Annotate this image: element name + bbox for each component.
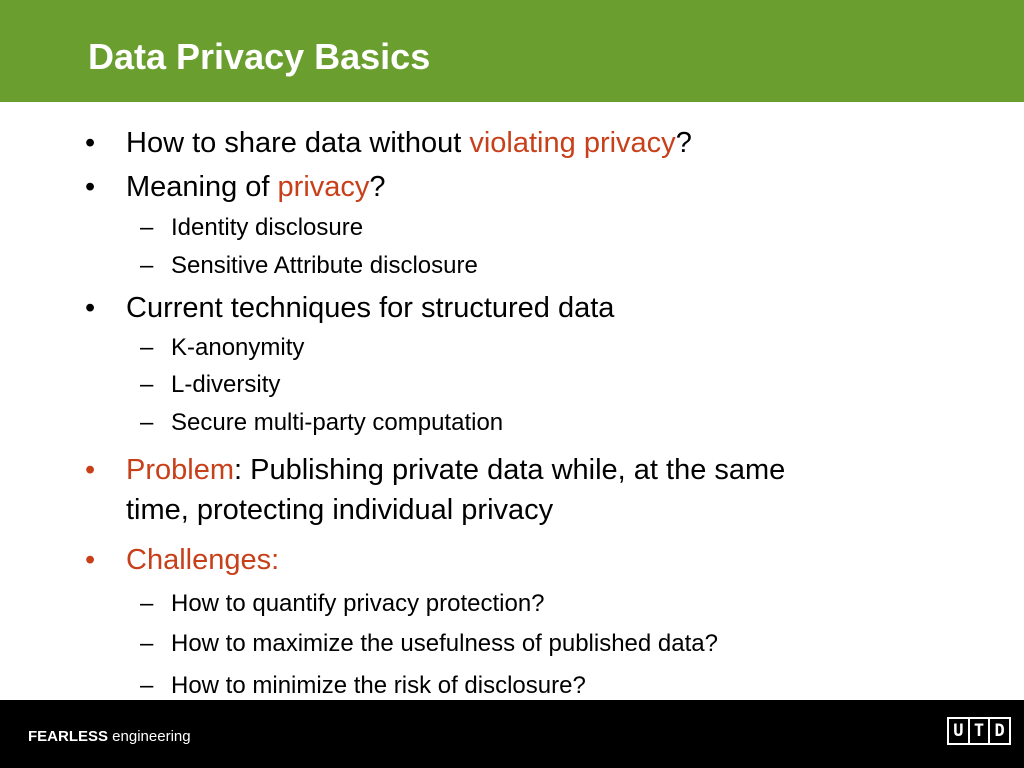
- sub-item: How to minimize the risk of disclosure?: [171, 672, 586, 699]
- bullet-3-marker: •: [85, 292, 96, 324]
- sub-3-2-marker: –: [140, 371, 154, 398]
- bullet-1-marker: •: [85, 127, 96, 159]
- problem-label: Problem: [126, 454, 234, 486]
- bullet-2-text-b: ?: [369, 171, 386, 203]
- sub-item: Sensitive Attribute disclosure: [171, 252, 478, 279]
- sub-2-2-marker: –: [140, 252, 154, 279]
- sub-5-1-marker: –: [140, 590, 154, 617]
- utd-logo-letter: T: [970, 719, 991, 743]
- sub-item: L-diversity: [171, 371, 281, 398]
- sub-2-1-marker: –: [140, 214, 154, 241]
- bullet-3: Current techniques for structured data: [126, 292, 615, 324]
- bullet-4-line-2: time, protecting individual privacy: [126, 494, 554, 526]
- bullet-1-text-a: How to share data without: [126, 127, 470, 159]
- sub-item: How to quantify privacy protection?: [171, 590, 545, 617]
- bullet-5-marker: •: [85, 544, 96, 576]
- sub-item: How to maximize the usefulness of published data?: [171, 630, 718, 657]
- bullet-4-line-1: [126, 453, 785, 487]
- sub-3-1-marker: –: [140, 334, 154, 361]
- brand-rest: engineering: [108, 728, 191, 745]
- sub-3-3-marker: –: [140, 409, 154, 436]
- sub-5-3-marker: –: [140, 672, 154, 699]
- sub-item: Secure multi-party computation: [171, 409, 504, 436]
- footer-bar: [0, 700, 1024, 768]
- brand-text: [28, 728, 191, 746]
- bullet-1-text-b: ?: [675, 127, 692, 159]
- utd-logo-letter: U: [949, 719, 970, 743]
- slide-title: Data Privacy Basics: [88, 36, 431, 77]
- brand-bold: FEARLESS: [28, 728, 109, 745]
- bullet-1: [126, 126, 692, 160]
- utd-logo-letter: D: [994, 721, 1005, 741]
- bullet-2-highlight: privacy: [277, 171, 370, 203]
- bullet-1-highlight: violating privacy: [469, 127, 676, 159]
- sub-item: Identity disclosure: [171, 214, 364, 241]
- bullet-2: [126, 170, 386, 204]
- sub-5-2-marker: –: [140, 630, 154, 657]
- problem-text: : Publishing private data while, at the same: [234, 454, 786, 486]
- challenges-label: Challenges:: [126, 544, 280, 576]
- bullet-2-text-a: Meaning of: [126, 171, 278, 203]
- bullet-4-marker: •: [85, 454, 96, 486]
- utd-logo: [947, 717, 1011, 745]
- bullet-2-marker: •: [85, 171, 96, 203]
- sub-item: K-anonymity: [171, 334, 305, 361]
